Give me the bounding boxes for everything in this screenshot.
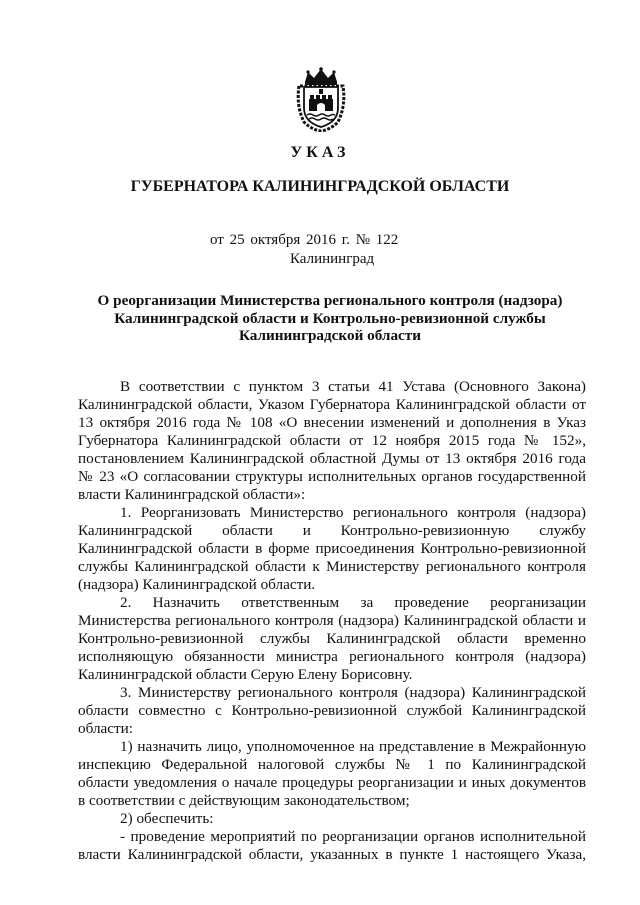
item-3-2-a-paragraph: - проведение мероприятий по реорганизации органов исполнительной власти Калининградской области, указанных в пункте 1 настоящего Указа, <box>78 828 586 863</box>
item-1-paragraph: 1. Реорганизовать Министерство регионального контроля (надзора) Калининградской области и Контрольно-ревизионную службу Калининградской области в форме присоединения Контрольно-ревизионной службы Калининградской области к Министерству регионального контроля (надзора) Калининградской области. <box>78 504 586 593</box>
item-3-1-paragraph: 1) назначить лицо, уполномоченное на представление в Межрайонную инспекцию Федеральной налоговой службы № 1 по Калининградской области уведомления о начале процедуры реорганизации и иных документов в соответствии с действующим законодательством; <box>78 738 586 809</box>
title-line-3: Калининградской области <box>239 327 421 344</box>
document-title <box>80 292 580 345</box>
item-2-paragraph: 2. Назначить ответственным за проведение реорганизации Министерства регионального контроля (надзора) Калининградской области и Контрольно-ревизионной службы Калининградской области временно исполняющую обязанности министра регионального контроля (надзора) Калининградской области Серую Елену Борисовну. <box>78 594 586 683</box>
city: Калининград <box>290 251 375 267</box>
item-3-2-paragraph: 2) обеспечить: <box>120 810 214 827</box>
document-body <box>78 378 586 864</box>
document-type: УКАЗ <box>290 144 350 161</box>
intro-paragraph: В соответствии с пунктом 3 статьи 41 Устава (Основного Закона) Калининградской области, Указом Губернатора Калининградской области от 13 октября 2016 года № 108 «О внесении изменений и дополнения в Указ Губернатора Калининградской области от 12 ноября 2015 года № 152», постановлением Калининградской областной Думы от 13 октября 2016 года № 23 «О согласовании структуры исполнительных органов государственной власти Калининградской области»: <box>78 378 586 503</box>
date-number-line: от 25 октября 2016 г. № 122 <box>210 232 399 248</box>
title-line-1: О реорганизации Министерства регионального контроля (надзора) <box>97 292 563 309</box>
title-line-2: Калининградской области и Контрольно-ревизионной службы <box>114 309 546 327</box>
kaliningrad-coat-of-arms-icon <box>296 66 346 132</box>
issuer: ГУБЕРНАТОРА КАЛИНИНГРАДСКОЙ ОБЛАСТИ <box>130 178 510 195</box>
item-3-paragraph: 3. Министерству регионального контроля (надзора) Калининградской области совместно с Контрольно-ревизионной службой Калининградской области: <box>78 684 586 737</box>
